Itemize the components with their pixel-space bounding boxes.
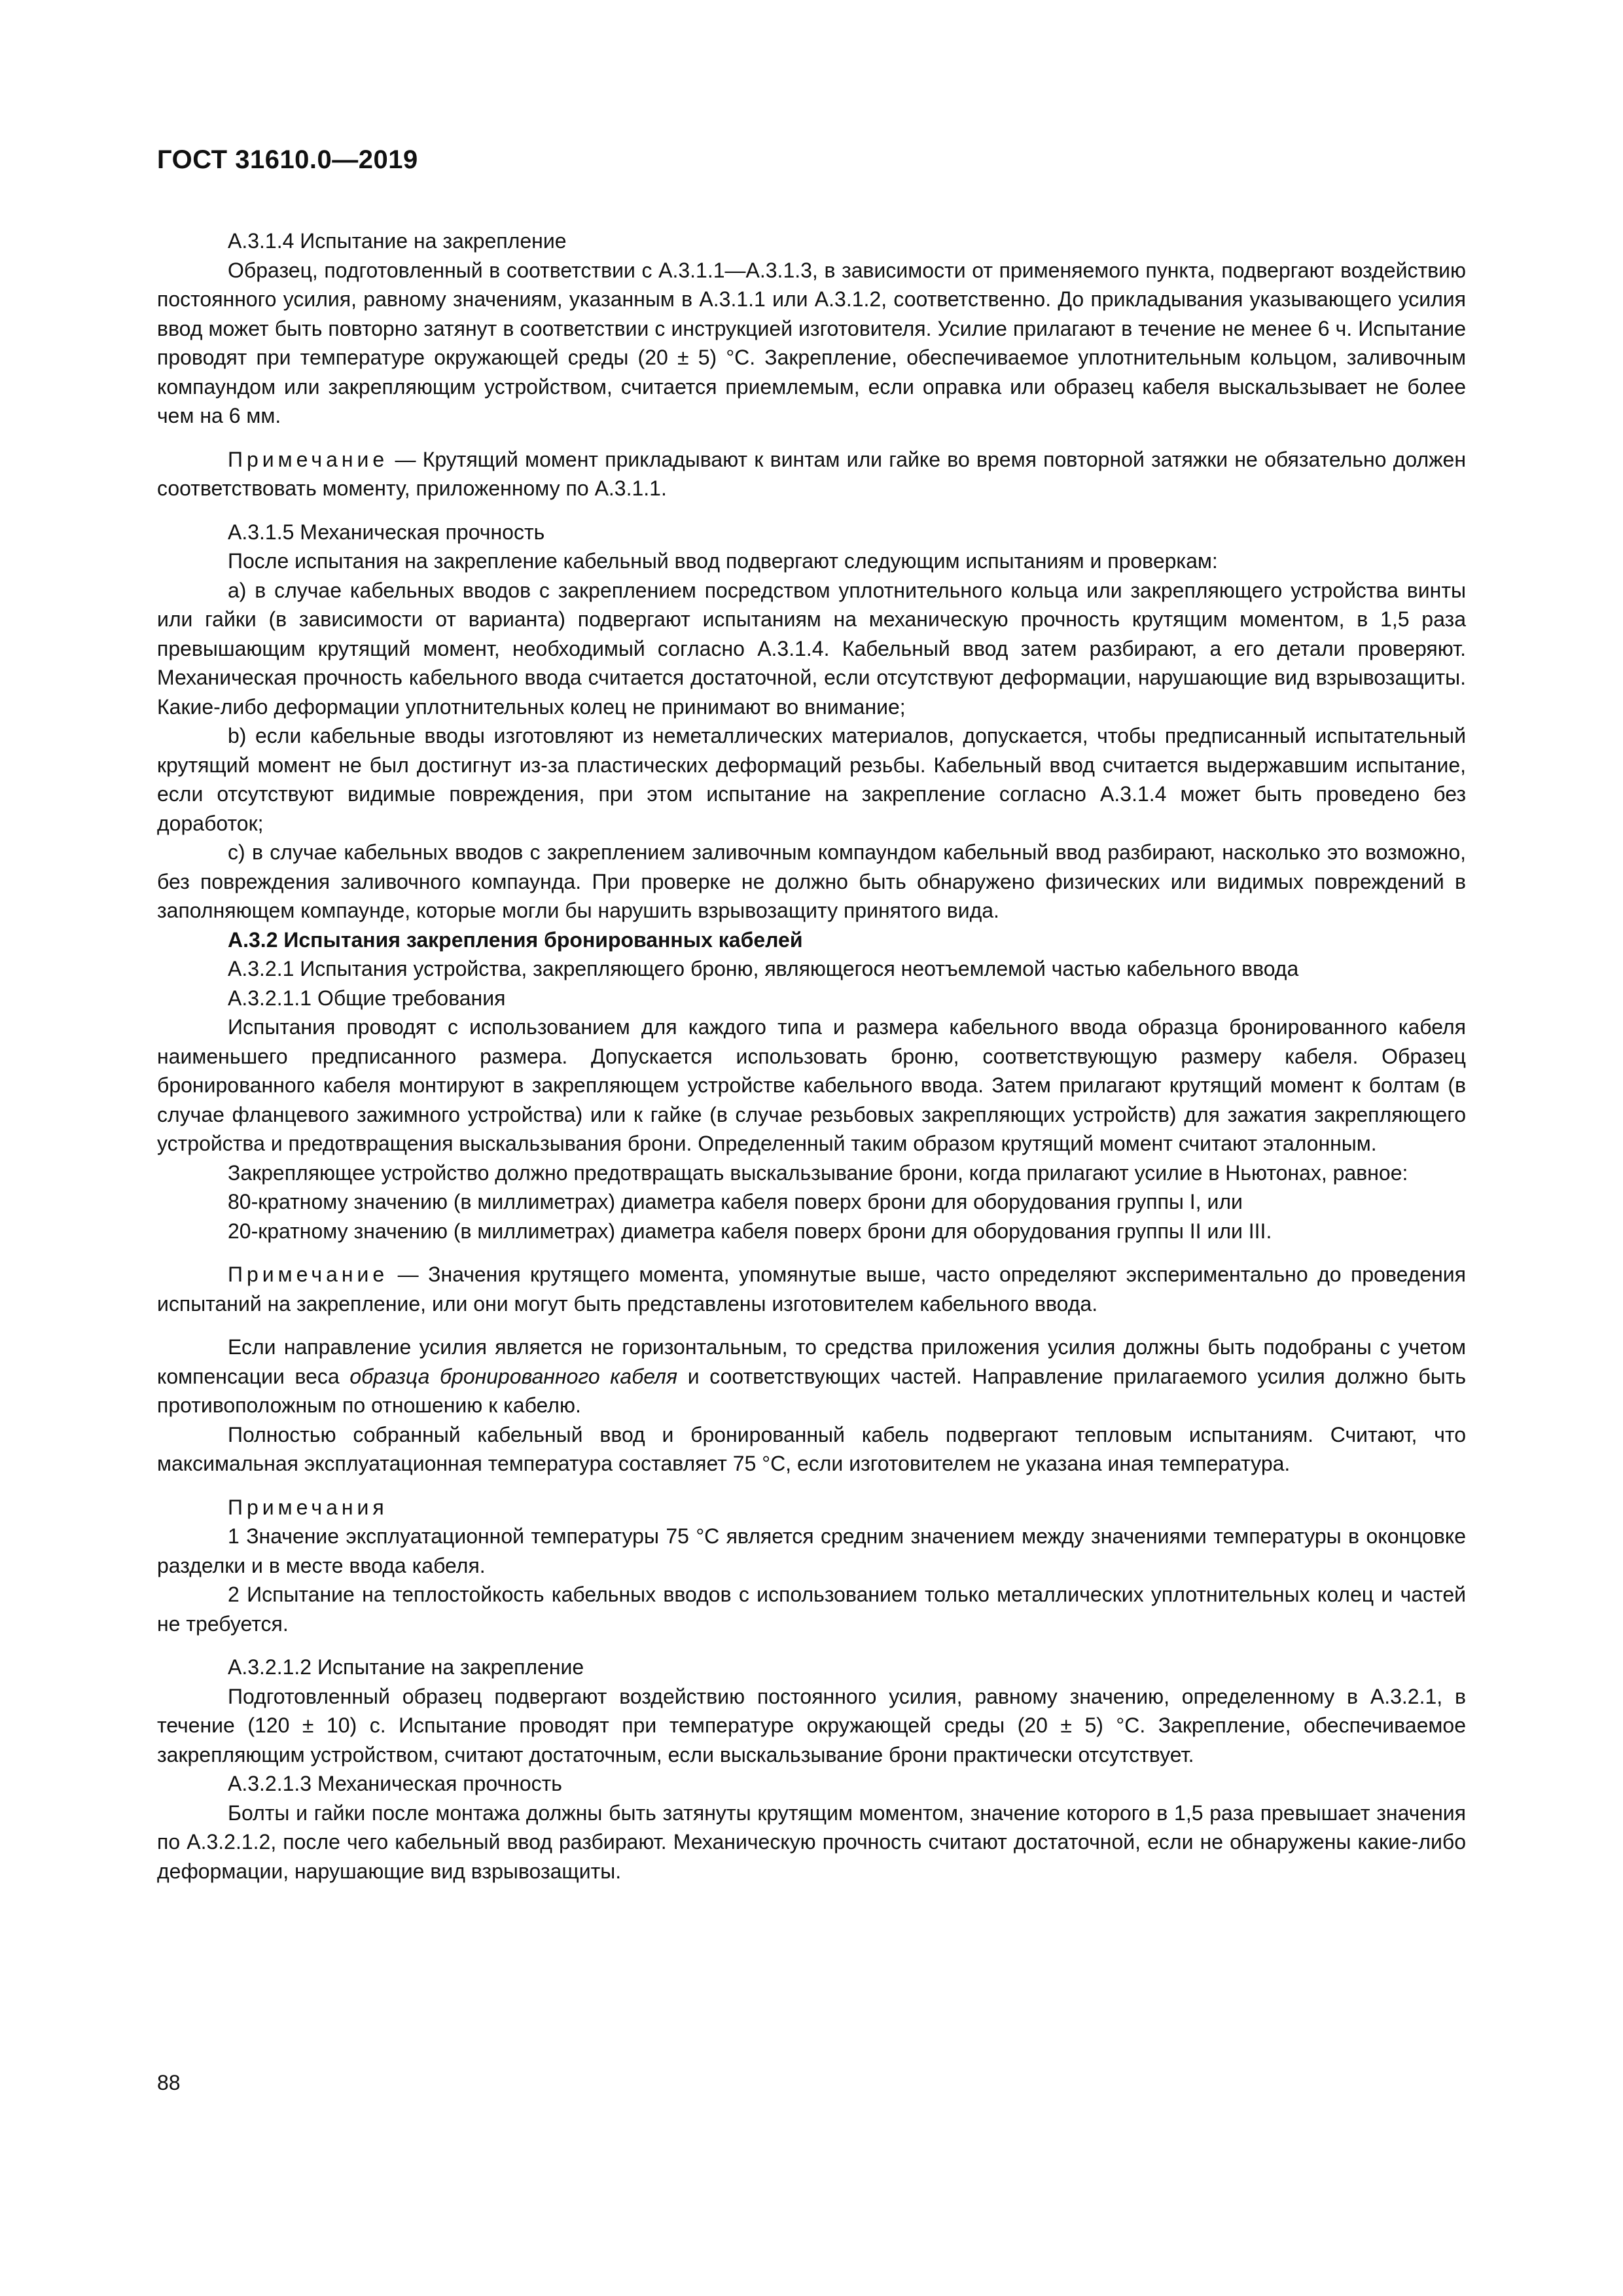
- section-heading-a3211: А.3.2.1.1 Общие требования: [228, 986, 506, 1010]
- note: [157, 1260, 1466, 1318]
- section-heading-a3212: А.3.2.1.2 Испытание на закрепление: [228, 1655, 584, 1679]
- document-header: ГОСТ 31610.0—2019: [157, 145, 418, 174]
- list-item-b: b) если кабельные вводы изготовляют из неметаллических материалов, допускается, чтобы предписанный испытательный крутящий момент не был достигнут из-за пластических деформаций резьбы. Кабельный ввод считается выдержавшим испытание, если отсутствуют видимые повреждения, при этом испытание на закрепление согласно А.3.1.4 может быть проведено без доработок;: [157, 724, 1466, 835]
- italic-term: образца бронированного кабеля: [349, 1364, 678, 1388]
- section-heading-a321: А.3.2.1 Испытания устройства, закрепляющего броню, являющегося неотъемлемой частью кабельного ввода: [228, 957, 1299, 980]
- page-number: 88: [157, 2071, 181, 2094]
- section-heading-a315: А.3.1.5 Механическая прочность: [228, 520, 545, 544]
- section-heading-a314: А.3.1.4 Испытание на закрепление: [228, 229, 567, 253]
- paragraph: После испытания на закрепление кабельный ввод подвергают следующим испытаниям и проверкам:: [228, 549, 1218, 573]
- paragraph: 20-кратному значению (в миллиметрах) диаметра кабеля поверх брони для оборудования группы II или III.: [228, 1219, 1272, 1243]
- paragraph: Закрепляющее устройство должно предотвращать выскальзывание брони, когда прилагают усилие в Ньютонах, равное:: [228, 1160, 1408, 1185]
- notes-label: Примечания: [228, 1495, 388, 1519]
- document-body: [157, 226, 1466, 1886]
- note-item-2: 2 Испытание на теплостойкость кабельных вводов с использованием только металлических уплотнительных колец и частей не требуется.: [157, 1583, 1466, 1636]
- paragraph: Болты и гайки после монтажа должны быть затянуты крутящим моментом, значение которого в 1,5 раза превышает значения по А.3.2.1.2, после чего кабельный ввод разбирают. Механическую прочность считают достаточной, если не обнаружены какие-либо деформации, нарушающие вид взрывозащиты.: [157, 1801, 1466, 1883]
- note-text: — Крутящий момент прикладывают к винтам или гайке во время повторной затяжки не обязательно должен соответствовать моменту, приложенному по А.3.1.1.: [157, 447, 1466, 500]
- list-item-c: с) в случае кабельных вводов с закреплением заливочным компаундом кабельный ввод разбирают, насколько это возможно, без повреждения заливочного компаунда. При проверке не должно быть обнаружено физических или видимых повреждений в заполняющем компаунде, которые могли бы нарушить взрывозащиту принятого вида.: [157, 840, 1466, 922]
- paragraph: Если направление усилия является не горизонтальным, то средства приложения усилия должны быть подобраны с учетом компенсации веса образца бронированного кабеля и соответствующих частей. Направление прилагаемого усилия должно быть противоположным по отношению к кабелю.: [157, 1335, 1467, 1417]
- note-label: Примечание: [228, 1263, 389, 1286]
- paragraph: 80-кратному значению (в миллиметрах) диаметра кабеля поверх брони для оборудования группы I, или: [228, 1190, 1243, 1213]
- note-item-1: 1 Значение эксплуатационной температуры 75 °С является средним значением между значениями температуры в оконцовке разделки и в месте ввода кабеля.: [157, 1524, 1466, 1577]
- paragraph: Полностью собранный кабельный ввод и бронированный кабель подвергают тепловым испытаниям. Считают, что максимальная эксплуатационная температура составляет 75 °С, если изготовителем не указана иная температура.: [157, 1422, 1466, 1475]
- section-heading-a3213: А.3.2.1.3 Механическая прочность: [228, 1772, 562, 1795]
- note-label: Примечание: [228, 447, 389, 471]
- paragraph: Испытания проводят с использованием для каждого типа и размера кабельного ввода образца бронированного кабеля наименьшего предписанного размера. Допускается использовать броню, соответствующую размеру кабеля. Образец бронированного кабеля монтируют в закрепляющем устройстве кабельного ввода. Затем прилагают крутящий момент к болтам (в случае фланцевого зажимного устройства) или к гайке (в случае резьбовых закрепляющих устройств) для зажатия закрепляющего устройства и предотвращения выскальзывания брони. Определенный таким образом крутящий момент считают эталонным.: [157, 1015, 1466, 1155]
- paragraph: Образец, подготовленный в соответствии с А.3.1.1—А.3.1.3, в зависимости от применяемого пункта, подвергают воздействию постоянного усилия, равному значениям, указанным в А.3.1.1 или А.3.1.2, соответственно. До прикладывания указывающего усилия ввод может быть повторно затянут в соответствии с инструкцией изготовителя. Усилие прилагают в течение не менее 6 ч. Испытание проводят при температуре окружающей среды (20 ± 5) °С. Закрепление, обеспечиваемое уплотнительным кольцом, заливочным компаундом или закрепляющим устройством, считается приемлемым, если оправка или образец кабеля выскальзывает не более чем на 6 мм.: [157, 258, 1466, 427]
- note-text: — Значения крутящего момента, упомянутые выше, часто определяют экспериментально до проведения испытаний на закрепление, или они могут быть представлены изготовителем кабельного ввода.: [157, 1263, 1466, 1316]
- note: [157, 445, 1466, 503]
- list-item-a: а) в случае кабельных вводов с закреплением посредством уплотнительного кольца или закрепляющего устройства винты или гайки (в зависимости от варианта) подвергают испытаниям на механическую прочность крутящим моментом, в 1,5 раза превышающим крутящий момент, необходимый согласно А.3.1.4. Кабельный ввод затем разбирают, а его детали проверяют. Механическая прочность кабельного ввода считается достаточной, если отсутствуют деформации, нарушающие вид взрывозащиты. Какие-либо деформации уплотнительных колец не принимают во внимание;: [157, 578, 1466, 719]
- section-heading-a32: А.3.2 Испытания закрепления бронированных кабелей: [228, 927, 803, 952]
- paragraph: Подготовленный образец подвергают воздействию постоянного усилия, равному значению, определенному в А.3.2.1, в течение (120 ± 10) с. Испытание проводят при температуре окружающей среды (20 ± 5) °С. Закрепление, обеспечиваемое закрепляющим устройством, считают достаточным, если выскальзывание брони практически отсутствует.: [157, 1684, 1466, 1767]
